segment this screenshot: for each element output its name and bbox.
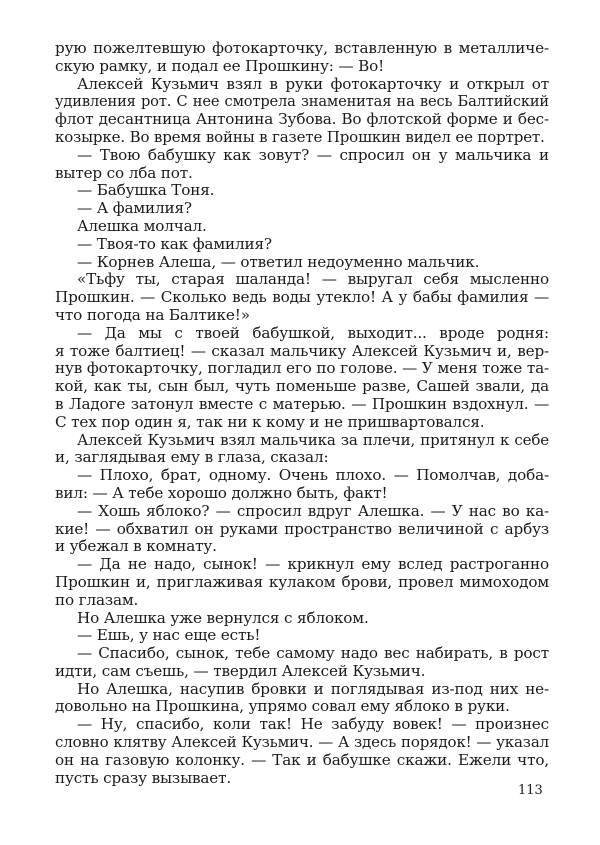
text-line: вил: — А тебе хорошо должно быть, факт!: [55, 483, 388, 502]
text-line: — Ешь, у нас еще есть!: [77, 626, 261, 645]
text-line: — А фамилия?: [77, 199, 192, 218]
text-line: кие! — обхватил он руками пространство величиной с арбуз: [55, 519, 549, 538]
text-line: Но Алешка уже вернулся с яблоком.: [77, 608, 369, 627]
text-line: кой, как ты, сын был, чуть поменьше разве, Сашей звали, да: [55, 377, 549, 396]
text-line: Прошкин. — Сколько ведь воды утекло! А у бабы фамилия —: [55, 288, 549, 307]
text-line: С тех пор один я, так ни к кому и не пришвартовался.: [55, 412, 485, 431]
page-number: 113: [518, 783, 543, 798]
text-line: удивления рот. С нее смотрела знаменитая на весь Балтийский: [55, 93, 549, 111]
text-line: — Спасибо, сынок, тебе самому надо вес набирать, в рост: [77, 644, 549, 663]
text-line: «Тьфу ты, старая шаланда! — выругал себя мысленно: [77, 270, 549, 289]
text-line: и, заглядывая ему в глаза, сказал:: [55, 448, 329, 467]
text-line: флот десантница Антонина Зубова. Во флотской форме и бес-: [55, 110, 549, 129]
text-line: в Ладоге затонул вместе с матерью. — Прошкин вздохнул. —: [55, 394, 549, 413]
text-line: он на газовую колонку. — Так и бабушке скажи. Ежели что,: [55, 750, 549, 769]
text-line: словно клятву Алексей Кузьмич. — А здесь порядок! — указал: [55, 733, 549, 752]
text-line: — Корнев Алеша, — ответил недоуменно мальчик.: [77, 252, 480, 271]
text-line: вытер со лба пот.: [55, 163, 193, 182]
text-line: — Бабушка Тоня.: [77, 181, 215, 200]
text-line: — Ну, спасибо, коли так! Не забуду вовек! — произнес: [77, 715, 549, 734]
page-body: [55, 40, 549, 787]
text-line: довольно на Прошкина, упрямо совал ему яблоко в руки.: [55, 697, 510, 716]
text-line: Прошкин и, приглаживая кулаком брови, провел мимоходом: [55, 572, 549, 591]
text-line: Алешка молчал.: [77, 216, 207, 235]
text-line: я тоже балтиец! — сказал мальчику Алексей Кузьмич и, вер-: [55, 341, 549, 360]
text-line: Алексей Кузьмич взял мальчика за плечи, притянул к себе: [77, 430, 549, 449]
text-line: — Твою бабушку как зовут? — спросил он у мальчика и: [77, 145, 549, 164]
text-line: пусть сразу вызывает.: [55, 768, 232, 787]
text-line: по глазам.: [55, 590, 139, 609]
text-line: — Да мы с твоей бабушкой, выходит... вроде родня:: [77, 323, 549, 342]
text-line: что погода на Балтике!»: [55, 305, 250, 324]
text-line: — Да не надо, сынок! — крикнул ему вслед растроганно: [77, 555, 549, 574]
text-line: и убежал в комнату.: [55, 537, 217, 556]
text-line: козырке. Во время войны в газете Прошкин видел ее портрет.: [55, 127, 545, 146]
text-line: нув фотокарточку, погладил его по голове. — У меня тоже та-: [55, 359, 549, 378]
text-line: идти, сам съешь, — твердил Алексей Кузьмич.: [55, 661, 426, 680]
text-line: — Твоя-то как фамилия?: [77, 234, 272, 253]
text-line: Алексей Кузьмич взял в руки фотокарточку и открыл от: [77, 74, 549, 93]
text-line: Но Алешка, насупив бровки и поглядывая из-под них не-: [77, 679, 549, 698]
text-line: — Плохо, брат, одному. Очень плохо. — Помолчав, доба-: [77, 466, 549, 485]
text-line: скую рамку, и подал ее Прошкину: — Во!: [55, 56, 385, 75]
text-line: рую пожелтевшую фотокарточку, вставленную в металличе-: [55, 39, 549, 57]
text-line: — Хошь яблоко? — спросил вдруг Алешка. — У нас во ка-: [77, 501, 549, 520]
